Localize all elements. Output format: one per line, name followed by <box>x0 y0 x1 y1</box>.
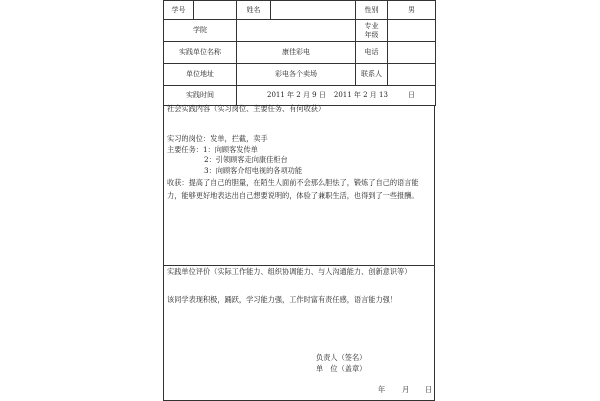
gain-text-line-1: 收获：提高了自己的胆量，在陌生人面前不会那么胆怯了，锻炼了自己的语言能 <box>167 178 419 187</box>
time-day: 日 <box>407 91 415 100</box>
seal-label: 单 位（盖章） <box>316 364 367 373</box>
contact-value[interactable] <box>388 64 436 86</box>
task-2-text: 2：引领顾客走向康佳柜台 <box>204 155 288 164</box>
contact-label: 联系人 <box>356 64 388 86</box>
content-section <box>163 105 435 266</box>
evaluation-heading: 实践单位评价（实际工作能力、组织协调能力、与人沟通能力、创新意识等） <box>167 267 412 276</box>
gender-value[interactable]: 男 <box>388 1 436 20</box>
unit-address-value[interactable]: 彩电各个卖场 <box>237 64 356 86</box>
time-end: 2011 年 2 月 13 <box>333 91 388 100</box>
date-month: 月 <box>402 385 410 394</box>
grade-label: 年级 <box>364 30 379 39</box>
student-id-label: 学号 <box>164 1 194 20</box>
content-heading: 社会实践内容（实习岗位、主要任务、有何收获） <box>167 104 326 113</box>
time-start: 2011 年 2 月 9 日 <box>267 91 326 100</box>
practice-form <box>163 0 435 400</box>
college-label: 学院 <box>164 20 237 42</box>
evaluation-section <box>163 265 435 401</box>
evaluation-comment: 该同学表现积极，踊跃，学习能力强，工作时富有责任感，语言能力强！ <box>167 295 398 304</box>
time-label: 实践时间 <box>164 86 237 106</box>
major-grade-value[interactable] <box>388 20 436 42</box>
task-3-text: 3：向顾客介绍电视的各项功能 <box>204 166 303 175</box>
tasks-text: 主要任务：1：向顾客发传单 <box>167 145 258 154</box>
signer-label: 负责人（签名） <box>316 353 367 362</box>
college-value[interactable] <box>237 20 356 42</box>
info-table <box>163 0 436 106</box>
unit-address-label: 单位地址 <box>164 64 237 86</box>
gain-text-line-2: 力，能够更好地表达出自己想要说明的，体验了兼职生活，也得到了一些报酬。 <box>167 191 419 200</box>
gender-label: 性别 <box>356 1 388 20</box>
unit-name-value[interactable]: 康佳彩电 <box>237 42 356 64</box>
student-id-value[interactable] <box>194 1 237 20</box>
date-year: 年 <box>378 385 386 394</box>
unit-name-label: 实践单位名称 <box>164 42 237 64</box>
date-day: 日 <box>425 385 433 394</box>
major-label: 专业 <box>364 22 379 31</box>
name-value[interactable] <box>271 1 356 20</box>
phone-value[interactable] <box>388 42 436 64</box>
major-grade-label <box>356 20 388 42</box>
phone-label: 电话 <box>356 42 388 64</box>
name-label: 姓名 <box>237 1 271 20</box>
position-text: 实习的岗位：发单，拦截，卖手 <box>167 134 268 143</box>
